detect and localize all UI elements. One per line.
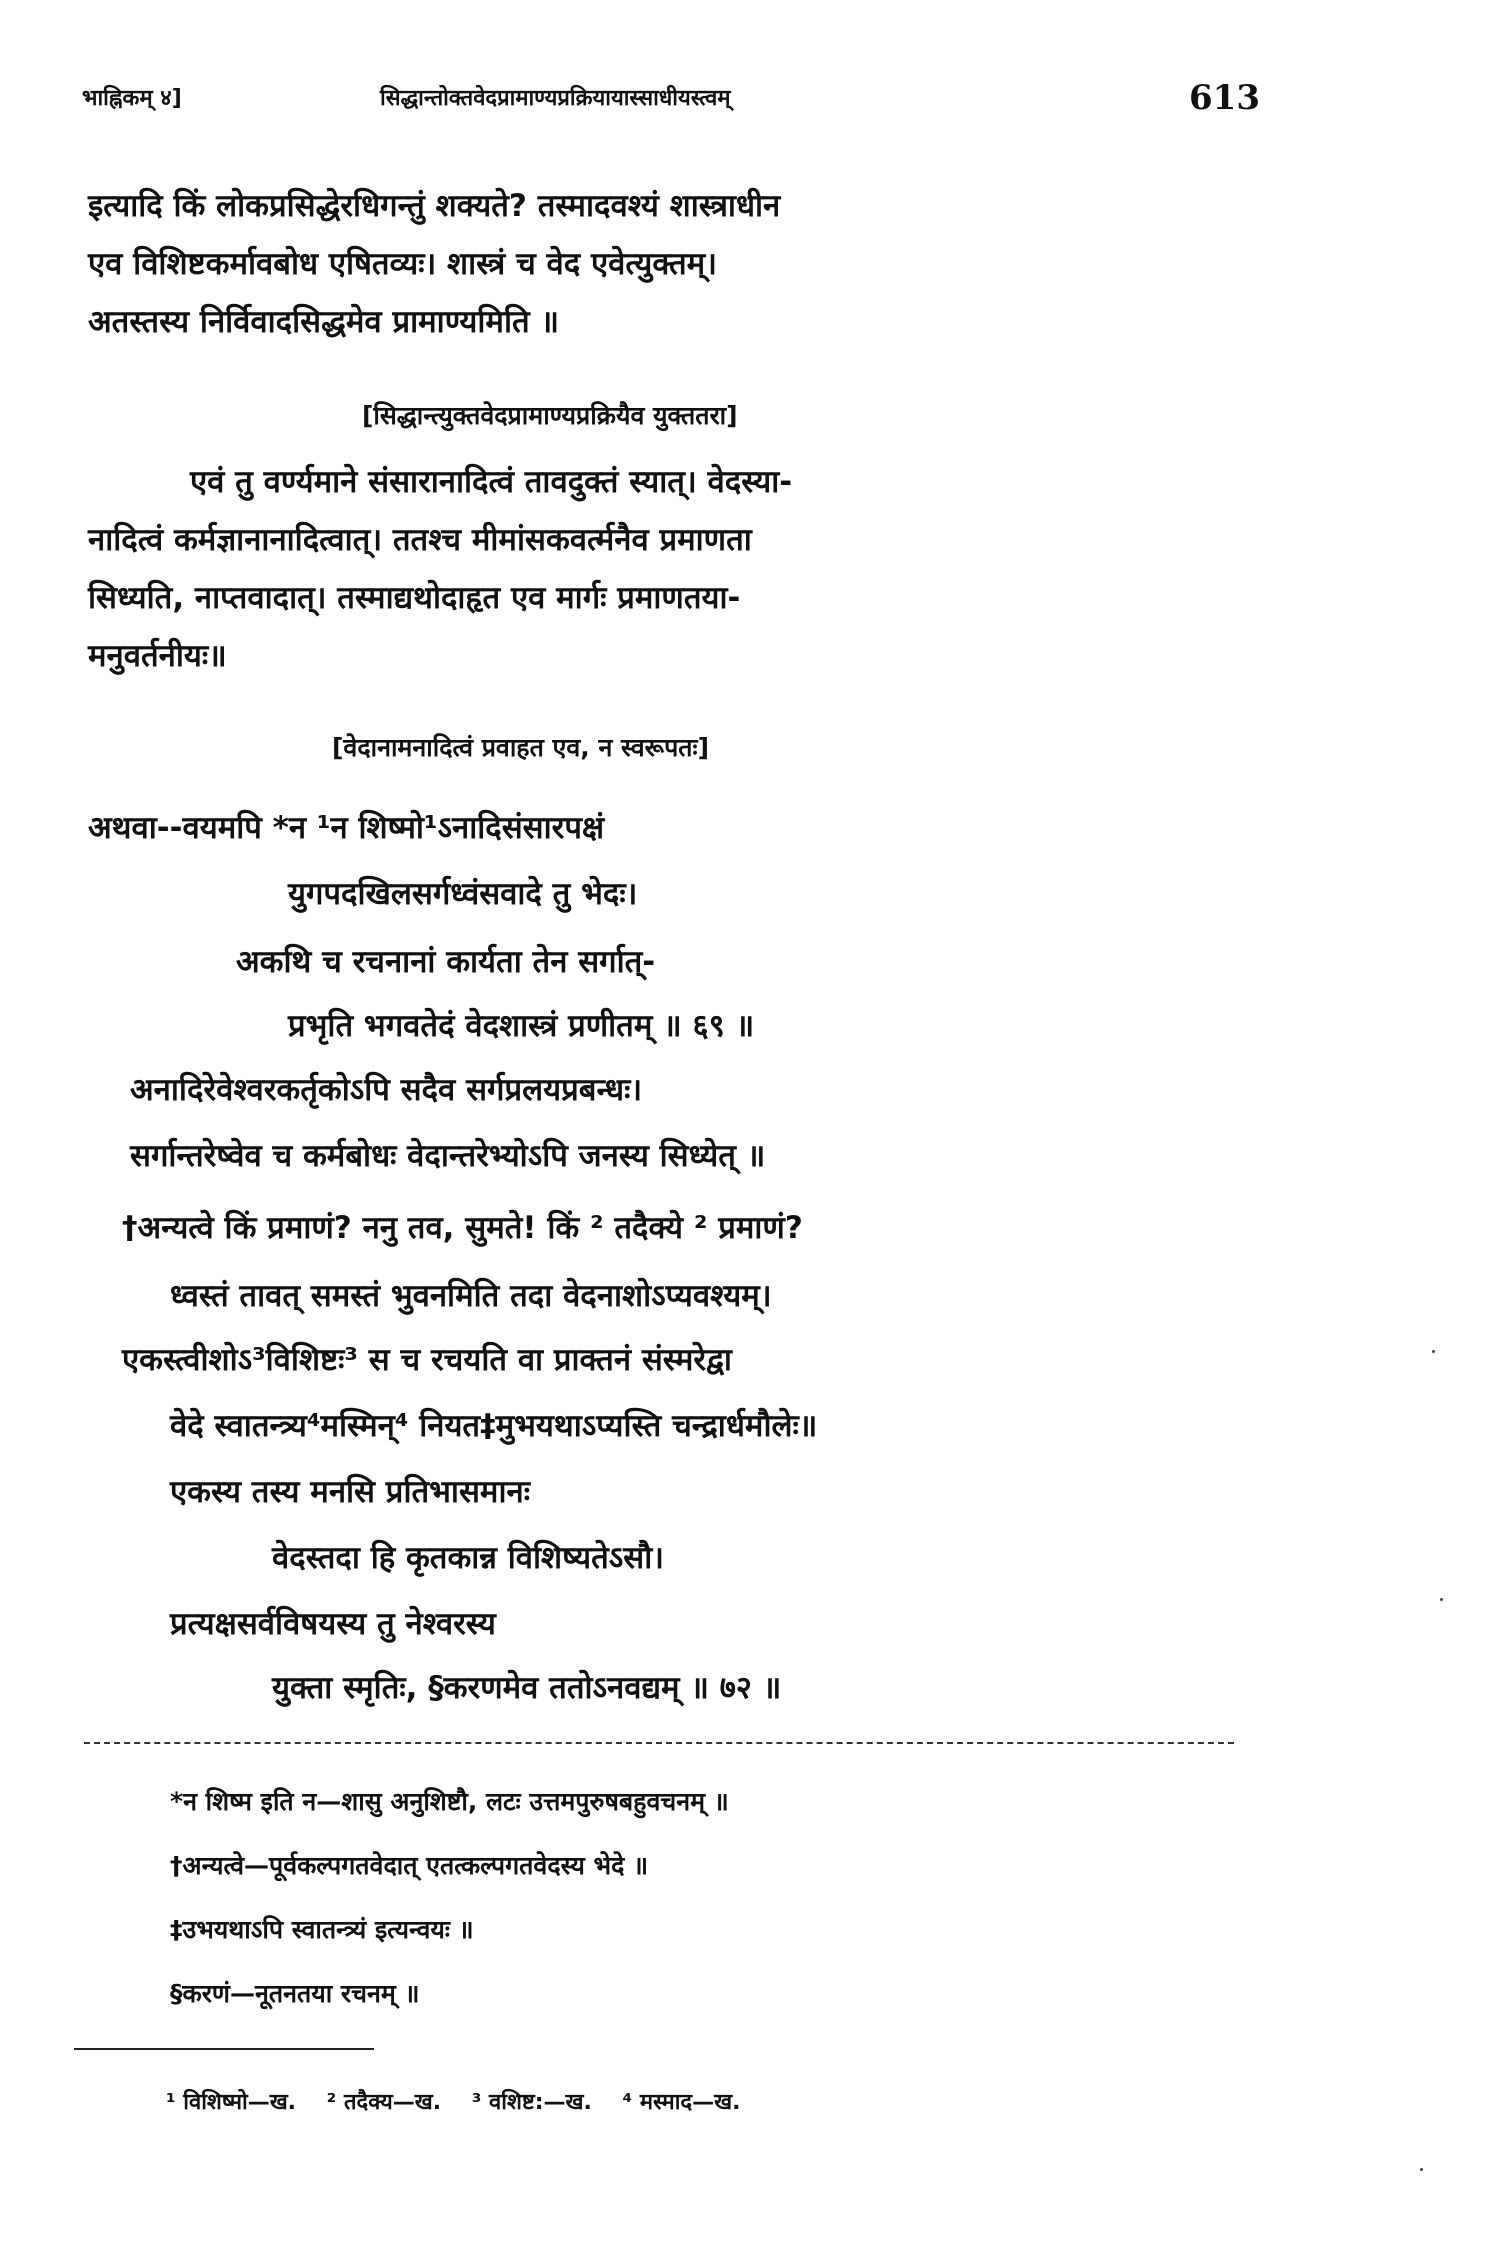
scan-speck	[1420, 2168, 1423, 2171]
scan-speck	[1440, 1598, 1443, 1601]
para2-line-3: सिध्यति, नाप्तवादात्। तस्माद्यथोदाहृत एव मार्गः प्रमाणतया-	[88, 580, 741, 616]
verse69-line-4: प्रभृति भगवतेदं वेदशास्त्रं प्रणीतम् ॥ ६९ ॥	[288, 1008, 755, 1044]
verse72-line-1: एकस्य तस्य मनसि प्रतिभासमानः	[170, 1474, 530, 1510]
verse71-line-3: एकस्त्वीशोऽ³विशिष्टः³ स च रचयति वा प्राक्तनं संस्मरेद्वा	[122, 1342, 732, 1378]
section-heading-2: [वेदानामनादित्वं प्रवाहत एव, न स्वरूपतः]	[332, 733, 710, 762]
section-heading-1: [सिद्धान्त्युक्तवेदप्रामाण्यप्रक्रियैव युक्ततरा]	[362, 401, 738, 430]
para1-line-3: अतस्तस्य निर्विवादसिद्धमेव प्रामाण्यमिति ॥	[88, 304, 560, 340]
footnote-rule	[74, 2048, 374, 2050]
running-head	[70, 78, 1260, 118]
running-head-title: सिद्धान्तोक्तवेदप्रामाण्यप्रक्रियायास्साधीयस्त्वम्	[380, 86, 731, 111]
verse69-line-2: युगपदखिलसर्गध्वंसवादे तु भेदः।	[288, 876, 638, 912]
verse69-line-1: अथवा--वयमपि *न ¹न शिष्मो¹ऽनादिसंसारपक्षं	[88, 810, 605, 846]
verse72-line-3: प्रत्यक्षसर्वविषयस्य तु नेश्वरस्य	[170, 1606, 496, 1642]
verse70-line-2: सर्गान्तरेष्वेव च कर्मबोधः वेदान्तरेभ्योऽपि जनस्य सिध्येत् ॥	[130, 1138, 766, 1174]
para1-line-1: इत्यादि किं लोकप्रसिद्धेरधिगन्तुं शक्यते? तस्मादवश्यं शास्त्राधीन	[88, 188, 781, 224]
verse69-line-3: अकथि च रचनानां कार्यता तेन सर्गात्-	[236, 944, 656, 980]
verse70-line-1: अनादिरेवेश्वरकर्तृकोऽपि सदैव सर्गप्रलयप्रबन्धः।	[130, 1072, 643, 1108]
para2-line-4: मनुवर्तनीयः॥	[88, 638, 227, 674]
verse72-line-2: वेदस्तदा हि कृतकान्न विशिष्यतेऽसौ।	[272, 1540, 665, 1576]
verse71-line-4: वेदे स्वातन्त्र्य⁴मस्मिन्⁴ नियत‡मुभयथाऽप्यस्ति चन्द्रार्धमौलेः॥	[170, 1408, 818, 1444]
note-1: *न शिष्म इति न—शासु अनुशिष्टौ, लटः उत्तमपुरुषबहुवचनम् ॥	[170, 1787, 729, 1816]
para2-line-2: नादित्वं कर्मज्ञानानादित्वात्। ततश्च मीमांसकवर्त्मनैव प्रमाणता	[88, 522, 752, 558]
para1-line-2: एव विशिष्टकर्मावबोध एषितव्यः। शास्त्रं च वेद एवेत्युक्तम्।	[88, 246, 717, 282]
verse71-line-1: †अन्यत्वे किं प्रमाणं? ननु तव, सुमते! किं ² तदैक्ये ² प्रमाणं?	[122, 1210, 803, 1246]
note-2: †अन्यत्वे—पूर्वकल्पगतवेदात् एतत्कल्पगतवेदस्य भेदे ॥	[170, 1851, 649, 1880]
page-number: 613	[1189, 78, 1260, 118]
variant-readings: ¹ विशिष्मो—ख. ² तदैक्य—ख. ³ वशिष्ट:—ख. ⁴ मस्माद—ख.	[166, 2090, 741, 2115]
running-head-left: भाह्निकम् ४]	[82, 86, 182, 111]
verse71-line-2: ध्वस्तं तावत् समस्तं भुवनमिति तदा वेदनाशोऽप्यवश्यम्।	[170, 1278, 772, 1314]
note-3: ‡उभयथाऽपि स्वातन्त्र्यं इत्यन्वयः ॥	[170, 1915, 474, 1944]
scan-speck	[1432, 1350, 1435, 1353]
notes-separator	[84, 1742, 1234, 1744]
verse72-line-4: युक्ता स्मृतिः, §करणमेव ततोऽनवद्यम् ॥ ७२ ॥	[272, 1670, 782, 1706]
para2-line-1: एवं तु वर्ण्यमाने संसारानादित्वं तावदुक्तं स्यात्। वेदस्या-	[190, 464, 793, 500]
note-4: §करणं—नूतनतया रचनम् ॥	[170, 1979, 420, 2008]
